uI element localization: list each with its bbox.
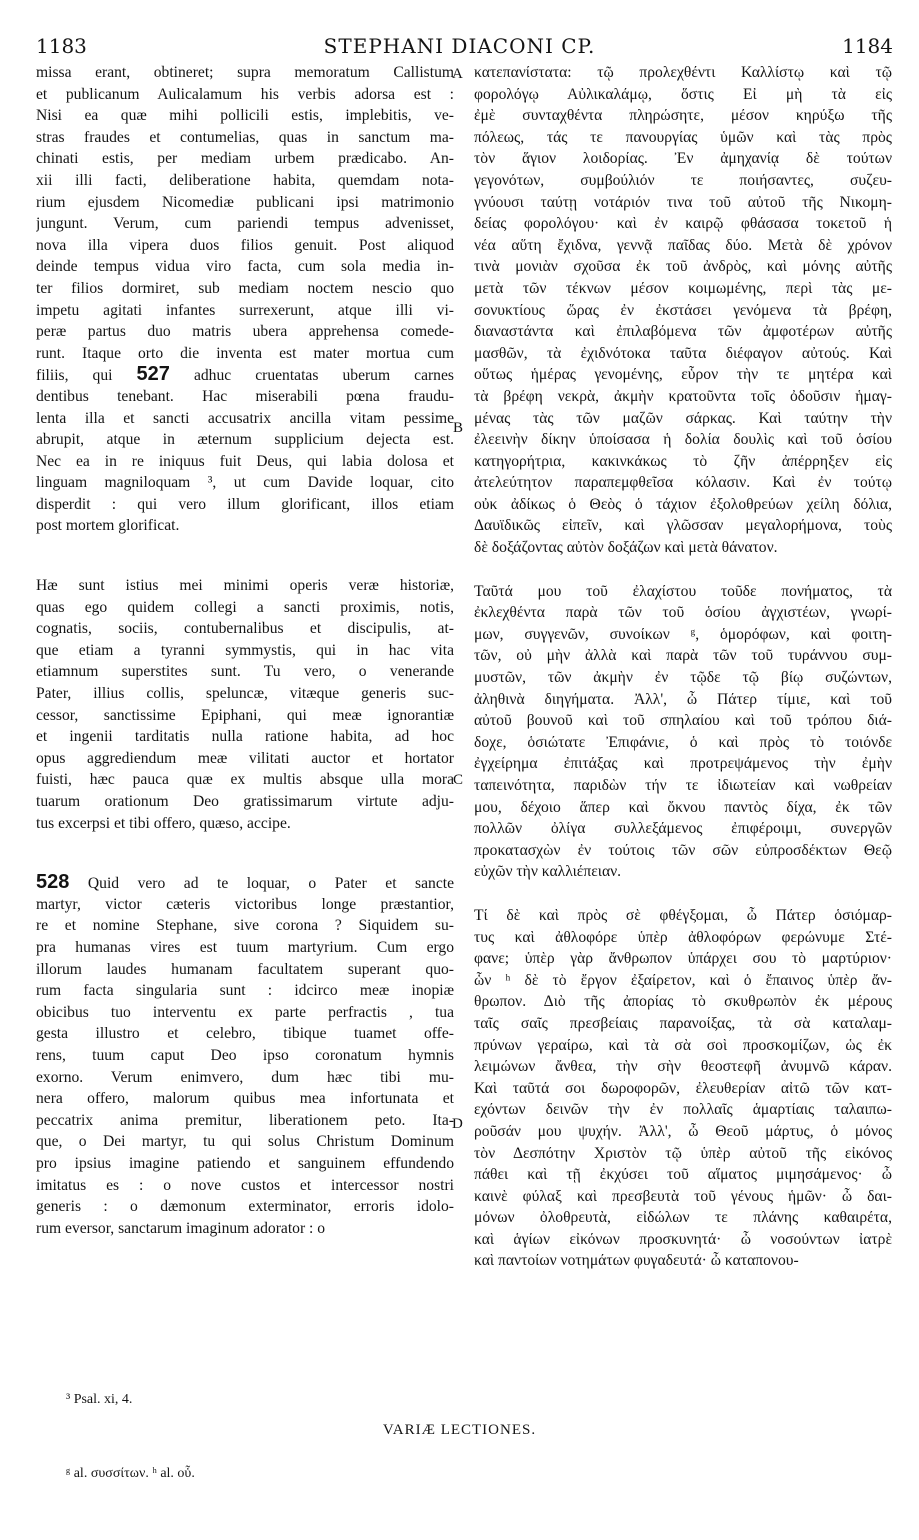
text-line: deinde tempus vidua viro facta, cum sola media in- <box>36 258 454 276</box>
text-line <box>36 872 454 894</box>
page-number-left: 1183 <box>36 34 87 58</box>
variae-lectiones-heading: VARIÆ LECTIONES. <box>382 1422 537 1438</box>
latin-column <box>36 62 454 1239</box>
text-line: προκατασχὼν ἐν τούτοις τῶν σῶν εὐπροσδέκτων Θεῷ <box>474 841 892 859</box>
latin-paragraph-1 <box>36 62 454 537</box>
page-number-right: 1184 <box>842 34 893 58</box>
text-line: σονυκτίους ὥρας ἐν ἐκστάσει γενόμενα τὰ βρέφη, <box>474 301 892 319</box>
text-line: dentibus tenebant. Hac miserabili pœna fraudu- <box>36 387 454 405</box>
text-line: πολλῶν ὀλίγα συλλεξάμενος ἐπιφέροιμι, συνεργῶν <box>474 820 892 838</box>
text-line: οὕτως ἡμέρας γενομένης, εὗρον τὴν τε μητέρα καὶ <box>474 366 892 384</box>
text-line: ἀληθινὰ διηγήματα. Ἀλλ', ὦ Πάτερ τίμιε, καὶ τοῦ <box>474 690 892 708</box>
text-line: linguam magniloquam ³, ut cum Davide loquar, cito <box>36 474 454 492</box>
text-line: jungunt. Verum, cum pariendi tempus advenisset, <box>36 215 454 233</box>
text-line: stras fraudes et contumelias, quas in sanctum ma- <box>36 128 454 146</box>
text-line: tus excerpsi et tibi offero, quæso, accipe. <box>36 814 291 832</box>
text-line: κατηγορήτρια, κακινκάκως τὸ ζῆν ἀπέρρηξεν εἰς <box>474 452 892 470</box>
text-line-tail: Quid vero ad te loquar, o Pater et sancte <box>69 875 454 893</box>
text-line: xii illi facti, deliberatione habita, quemdam nota- <box>36 171 454 189</box>
text-line: ἐμὲ συνταχθέντα πληρώσητε, μέσον κηρύξω τῆς <box>474 107 892 125</box>
text-line: αὐτοῦ βουνοῦ καὶ τοῦ σπηλαίου καὶ τοῦ τρόπου διά- <box>474 712 892 730</box>
text-line: τῶν, οὐ μὴν ἀλλὰ καὶ παρὰ τῶν τοῦ τυράννου συμ- <box>474 647 892 665</box>
text-line: μασθῶν, τὰ ἐχιδνότοκα ταῦτα διέφαγον αὐτούς. Καὶ <box>474 344 892 362</box>
text-line: chinati estis, per mediam urbem prædicabo. An- <box>36 150 454 168</box>
text-line: τὰ βρέφη νεκρὰ, ἀκμὴν κρατοῦντα τοῖς ὀδοῦσιν ἡμαγ- <box>474 387 892 405</box>
text-line: runt. Itaque orto die inventa est mater mortua cum <box>36 344 454 362</box>
text-line: εχόντων δεινῶν τὴν ἐν πολλαῖς ἁμαρτίαις ταλαιπω- <box>474 1101 892 1119</box>
text-line: μων, συγγενῶν, συνοίκων ᵍ, ὁμορόφων, καὶ φοιτη- <box>474 625 892 643</box>
text-line: Nec ea in re iniquus fuit Deus, qui labia dolosa et <box>36 452 454 470</box>
text-line: illorum laudes humanam facultatem superant quo- <box>36 960 454 978</box>
text-line: et ingenii tarditatis nulla ratione habita, ad hoc <box>36 728 454 746</box>
text-line: obicibus tuo interventu ex parte perfractis , tua <box>36 1003 454 1021</box>
text-line: δὲ δοξάζοντας αὐτὸν δοξάζων καὶ μετὰ θάνατον. <box>474 539 778 557</box>
section-marker-d: D <box>452 1116 463 1132</box>
text-line: ὧν ʰ δὲ τὸ ἔργον ἐξαίρετον, καὶ ὁ ἔπαινος ὑπὲρ ἄν- <box>474 971 892 989</box>
text-line: ter filios dormiret, sub mediam noctem nescio quo <box>36 279 454 297</box>
text-line: Τί δὲ καὶ πρὸς σὲ φθέγξομαι, ὦ Πάτερ ὁσιόμαρ- <box>474 906 892 924</box>
text-line: φανε; ὑπὲρ γὰρ ἄνθρωπον ὑπάρχει σου τὸ μαρτύριον· <box>474 950 892 968</box>
text-line: γεγονότων, συμβούλιόν τε ποιήσαντες, συζευ- <box>474 171 892 189</box>
text-line-tail: adhuc cruentatas uberum carnes <box>169 367 454 385</box>
text-line: ἀτελεύτητον παραπεμφθεῖσα κόλασιν. Καὶ ἐν τούτῳ <box>474 474 892 492</box>
text-line-head: filiis, qui <box>36 367 113 385</box>
column-number: 528 <box>36 871 70 894</box>
text-line: λειμώνων ἄνθεα, τὴν σὴν θεοστεφῆ ἀνυμνῶ κάραν. <box>474 1058 892 1076</box>
text-line: Hæ sunt istius mei minimi operis veræ historiæ, <box>36 577 454 595</box>
greek-paragraph-1 <box>474 62 892 559</box>
text-line: μου, δέχοιο ἅπερ καὶ ὄκνου παντὸς δίχα, ἐκ τῶν <box>474 798 892 816</box>
text-line: δοχε, ὁσιώτατε Ἐπιφάνιε, ὁ καὶ πρὸς τὸ τοιόνδε <box>474 733 892 751</box>
text-line: post mortem glorificat. <box>36 517 180 535</box>
latin-paragraph-3 <box>36 872 454 1239</box>
text-line: τὸν Δεσπότην Χριστὸν τῷ ὑπὲρ αὐτοῦ τῆς εἰκόνος <box>474 1144 892 1162</box>
text-line: εὐχῶν τὴν καλλιέπειαν. <box>474 863 622 881</box>
text-line: τυς καὶ ἀθλοφόρε ὑπὲρ ἀθλοφόρων φερώνυμε Στέ- <box>474 928 892 946</box>
greek-column <box>474 62 892 1272</box>
text-line <box>36 364 454 386</box>
text-line: νέα αὕτη ἔχιδνα, γεννᾷ παῖδας δύο. Μετὰ δὲ χρόνον <box>474 236 892 254</box>
text-line: pra humanas vires est tuum martyrium. Cum ergo <box>36 938 454 956</box>
greek-paragraph-2 <box>474 581 892 883</box>
text-line: peccatrix anima premitur, liberationem peto. Ita- <box>36 1111 454 1129</box>
text-line: καινὲ φύλαξ καὶ πρεσβευτὰ τοῦ γένους ἡμῶν· ὦ δαι- <box>474 1187 892 1205</box>
text-line: μόνων ὀλοθρευτὰ, εἰδώλων τε πλάνης καθαιρέτα, <box>474 1209 892 1227</box>
text-line: disperdit : qui vero illum glorificant, illos etiam <box>36 495 454 513</box>
text-line: μένας τὰς τῶν μαζῶν σάρκας. Καὶ ταύτην τὴν <box>474 409 892 427</box>
text-line: rum eversor, sanctarum imaginum adorator : o <box>36 1219 326 1237</box>
text-line: que etiam a tyranni symmystis, qui in hac vita <box>36 641 454 659</box>
text-line: δείας φορολόγου· καὶ ἐν καιρῷ φθάσασα τοκετοῦ ἡ <box>474 215 892 233</box>
text-line: cessor, sanctissime Epiphani, qui meæ ignorantiæ <box>36 706 454 724</box>
section-marker-a: A <box>452 66 463 82</box>
text-line: πάθει καὶ τῇ ἐκχύσει τοῦ αἵματος μιμησάμενος· ὦ <box>474 1166 892 1184</box>
text-line: abrupit, atque in æternum supplicium dejecta est. <box>36 431 454 449</box>
text-line: rens, tuum caput Deo ipso coronatum hymnis <box>36 1046 454 1064</box>
text-line: ροῦσάν μου ψυχήν. Ἀλλ', ὦ Θεοῦ μάρτυς, ὁ μόνος <box>474 1122 892 1140</box>
text-line: peræ partus duo matris ubera apprehensa comede- <box>36 323 454 341</box>
text-line: missa erant, obtineret; supra memoratum Callistum <box>36 64 454 81</box>
text-line: Δαυϊδικῶς εἰπεῖν, καὶ γλῶσσαν μεγαλορήμονα, τοὺς <box>474 517 892 535</box>
text-line: ἐκλεχθέντα παρὰ τῶν τοῦ ὁσίου ἀγχιστέων, γνωρί- <box>474 604 892 622</box>
text-line: μετὰ τῶν τέκνων μέσον κοιμωμένης, περὶ τὰς με- <box>474 279 892 297</box>
text-line: Nisi ea quæ mihi pollicili estis, implebitis, ve- <box>36 107 454 125</box>
latin-footnote: ³ Psal. xi, 4. <box>66 1392 133 1407</box>
text-line: θρωπον. Διὸ τῆς ἀπορίας τὸ σκυθρωπὸν ἐκ μέρους <box>474 993 892 1011</box>
greek-paragraph-3 <box>474 905 892 1272</box>
text-line: etiamnum superstites sunt. Tu vero, o venerande <box>36 663 454 681</box>
text-line: ἐλεεινὴν δίκην ὑποίσασα ἡ δολία δουλὶς καὶ τοῦ ὁσίου <box>474 431 892 449</box>
text-line: μυστῶν, τῶν ἀκμὴν ἐν τῷδε τῷ βίῳ συζώντων, <box>474 669 892 687</box>
text-line: tuarum orationum Deo gratissimarum virtute adju- <box>36 793 454 810</box>
text-line: ταῖς σαῖς πρεσβείαις παρανοίξας, τὰ σὰ καταλαμ- <box>474 1014 892 1032</box>
text-line: nera offero, malorum quibus mea infortunata et <box>36 1090 454 1108</box>
text-line: gesta illustro et celebro, tibique tuamet offe- <box>36 1025 454 1043</box>
text-line: lenta illa et sancti accusatrix ancilla vitam pessime <box>36 409 454 427</box>
text-line: Pater, illius collis, speluncæ, vitæque generis suc- <box>36 685 454 703</box>
running-title: STEPHANI DIACONI CP. <box>323 34 596 58</box>
text-line: que, o Dei martyr, tu qui solus Christum Dominum <box>36 1133 454 1151</box>
text-line: γνύουσι ταύτῃ νοτάριόν τινα τοῦ αὐτοῦ τῆς Νικομη- <box>474 193 892 211</box>
text-line: re et nomine Stephane, sive corona ? Siquidem su- <box>36 917 454 935</box>
text-line: rium ejusdem Nicomediæ publicani ipsi matrimonio <box>36 193 454 211</box>
text-line: τινὰ μονιὰν σχοῦσα ἐκ τοῦ ἀνδρὸς, καὶ μόνης αὐτῆς <box>474 258 892 276</box>
text-line: imitatus es : o nove custos et intercessor nostri <box>36 1176 454 1194</box>
text-line: πόλεως, τάς τε πανουργίας ὑμῶν καὶ τὰς πρὸς <box>474 128 892 146</box>
text-line: opus aggrediendum meæ vilitati auctor et hortator <box>36 749 454 767</box>
text-line: martyr, victor cæteris victoribus longe præstantior, <box>36 895 454 913</box>
text-line: impetu agitati infantes surrexerunt, atque illi vi- <box>36 301 454 319</box>
text-line: cognatis, sociis, contubernalibus et discipulis, at- <box>36 620 454 638</box>
text-line: rum facta singularia sunt : idcirco meæ inopiæ <box>36 982 454 1000</box>
column-number: 527 <box>136 363 170 386</box>
text-line: exorno. Verum enimvero, dum hæc tibi mu- <box>36 1068 454 1086</box>
text-line: nova illa vipera duos filios genuit. Post aliquod <box>36 236 454 254</box>
greek-variant-notes: ᵍ al. συσσίτων. ʰ al. οὗ. <box>66 1466 195 1481</box>
text-line: pro ipsius imagine patiendo et sanguinem effundendo <box>36 1154 454 1172</box>
text-line: quas ego quidem collegi a sancti proximis, notis, <box>36 598 454 616</box>
text-line: et publicanum Aulicalamum his verbis adorsa est : <box>36 85 454 103</box>
text-line: καὶ ἁγίων εἰκόνων προσκυνητά· ὦ νοσούντων ἰατρὲ <box>474 1230 892 1248</box>
text-line: φορολόγῳ Αὐλικαλάμῳ, ὅστις Εἰ μὴ τὰ εἰς <box>474 85 892 103</box>
latin-paragraph-2 <box>36 575 454 834</box>
section-marker-c: C <box>453 772 464 788</box>
text-line: οὐκ ἀδίκως ὁ Θεὸς ὁ τάχιον ἐξολοθρεύων χείλη δόλια, <box>474 495 892 513</box>
text-line: πρύνων γεραίρω, καὶ τὰ σὰ σοὶ προσκομίζων, ὡς ἐκ <box>474 1036 892 1054</box>
text-line: Ταῦτά μου τοῦ ἐλαχίστου τοῦδε πονήματος, τὰ <box>474 582 892 600</box>
text-line: ἐγχείρημα ἐπιτάξας καὶ προτρεψάμενος τὴν ἐμὴν <box>474 755 892 773</box>
section-marker-b: B <box>453 420 464 436</box>
text-line: καὶ παντοίων νοτημάτων φυγαδευτά· ὦ καταπονου- <box>474 1252 799 1270</box>
text-line: Καὶ ταῦτά σοι δωροφορῶν, ἐλευθερίαν αἰτῶ τῶν κατ- <box>474 1079 892 1097</box>
text-line: ταπεινότητα, παριδὼν τήν τε ἰδιωτείαν καὶ νωθρείαν <box>474 777 892 794</box>
text-line: τὸν ἅγιον λοιδορίας. Ἐν ἀμηχανίᾳ δὲ τούτων <box>474 150 892 168</box>
text-line: διαναστάντα καὶ ἐπιλαβόμενα τῶν ἀμφοτέρων αὐτῆς <box>474 323 892 341</box>
text-line: generis : o dæmonum exterminator, erroris idolo- <box>36 1198 454 1216</box>
text-line: κατεπανίστατα: τῷ προλεχθέντι Καλλίστῳ καὶ τῷ <box>474 64 892 81</box>
text-line: fuisti, hæc pauca quæ ex multis absque ulla mora <box>36 771 454 789</box>
